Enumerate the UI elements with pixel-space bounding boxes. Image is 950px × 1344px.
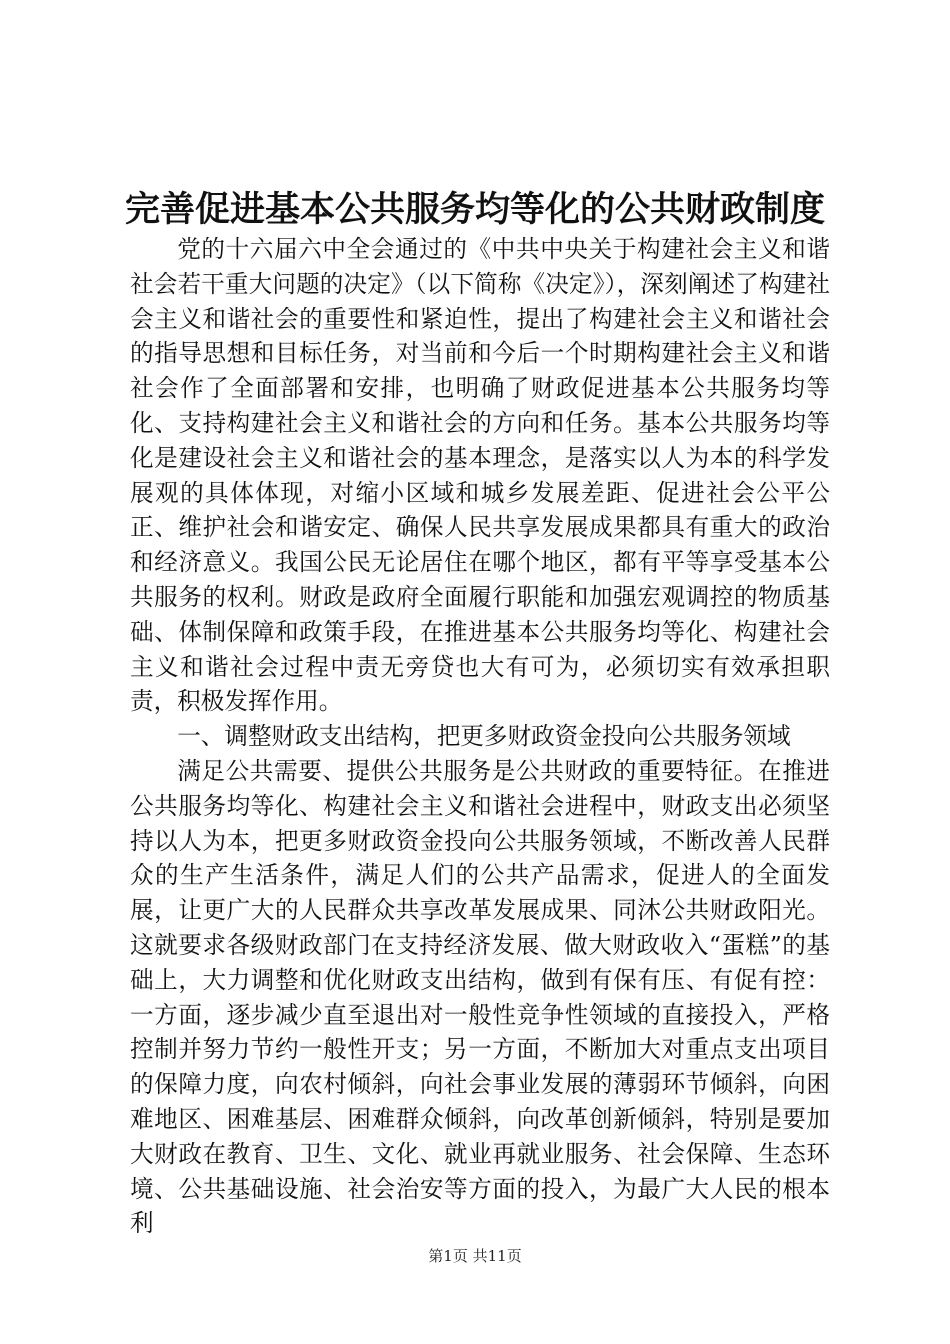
paragraph-section-1: 满足公共需要、提供公共服务是公共财政的重要特征。在推进公共服务均等化、构建社会主义和谐社会进程中，财政支出必须坚持以人为本，把更多财政资金投向公共服务领域，不断改善人民群众的生产生活条件，满足人们的公共产品需求，促进人的全面发展，让更广大的人民群众共享改革发展成果、同沐公共财政阳光。这就要求各级财政部门在支持经济发展、做大财政收入“蛋糕”的基础上，大力调整和优化财政支出结构，做到有保有压、有促有控：一方面，逐步减少直至退出对一般性竞争性领域的直接投入，严格控制并努力节约一般性开支；另一方面，不断加大对重点支出项目的保障力度，向农村倾斜，向社会事业发展的薄弱环节倾斜，向困难地区、困难基层、困难群众倾斜，向改革创新倾斜，特别是要加大财政在教育、卫生、文化、就业再就业服务、社会保障、生态环境、公共基础设施、社会治安等方面的投入，为最广大人民的根本利 [130, 756, 830, 1238]
page-number-footer: 第1页 共11页 [428, 1247, 522, 1265]
document-body [130, 232, 830, 1241]
document-title: 完善促进基本公共服务均等化的公共财政制度 [124, 189, 825, 230]
section-heading-1: 一、调整财政支出结构，把更多财政资金投向公共服务领域 [177, 722, 791, 751]
paragraph-intro: 党的十六届六中全会通过的《中共中央关于构建社会主义和谐社会若干重大问题的决定》（以下简称《决定》），深刻阐述了构建社会主义和谐社会的重要性和紧迫性，提出了构建社会主义和谐社会的指导思想和目标任务，对当前和今后一个时期构建社会主义和谐社会作了全面部署和安排，也明确了财政促进基本公共服务均等化、支持构建社会主义和谐社会的方向和任务。基本公共服务均等化是建设社会主义和谐社会的基本理念，是落实以人为本的科学发展观的具体体现，对缩小区域和城乡发展差距、促进社会公平公正、维护社会和谐安定、确保人民共享发展成果都具有重大的政治和经济意义。我国公民无论居住在哪个地区，都有平等享受基本公共服务的权利。财政是政府全面履行职能和加强宏观调控的物质基础、体制保障和政策手段，在推进基本公共服务均等化、构建社会主义和谐社会过程中责无旁贷也大有可为，必须切实有效承担职责，积极发挥作用。 [130, 235, 830, 716]
